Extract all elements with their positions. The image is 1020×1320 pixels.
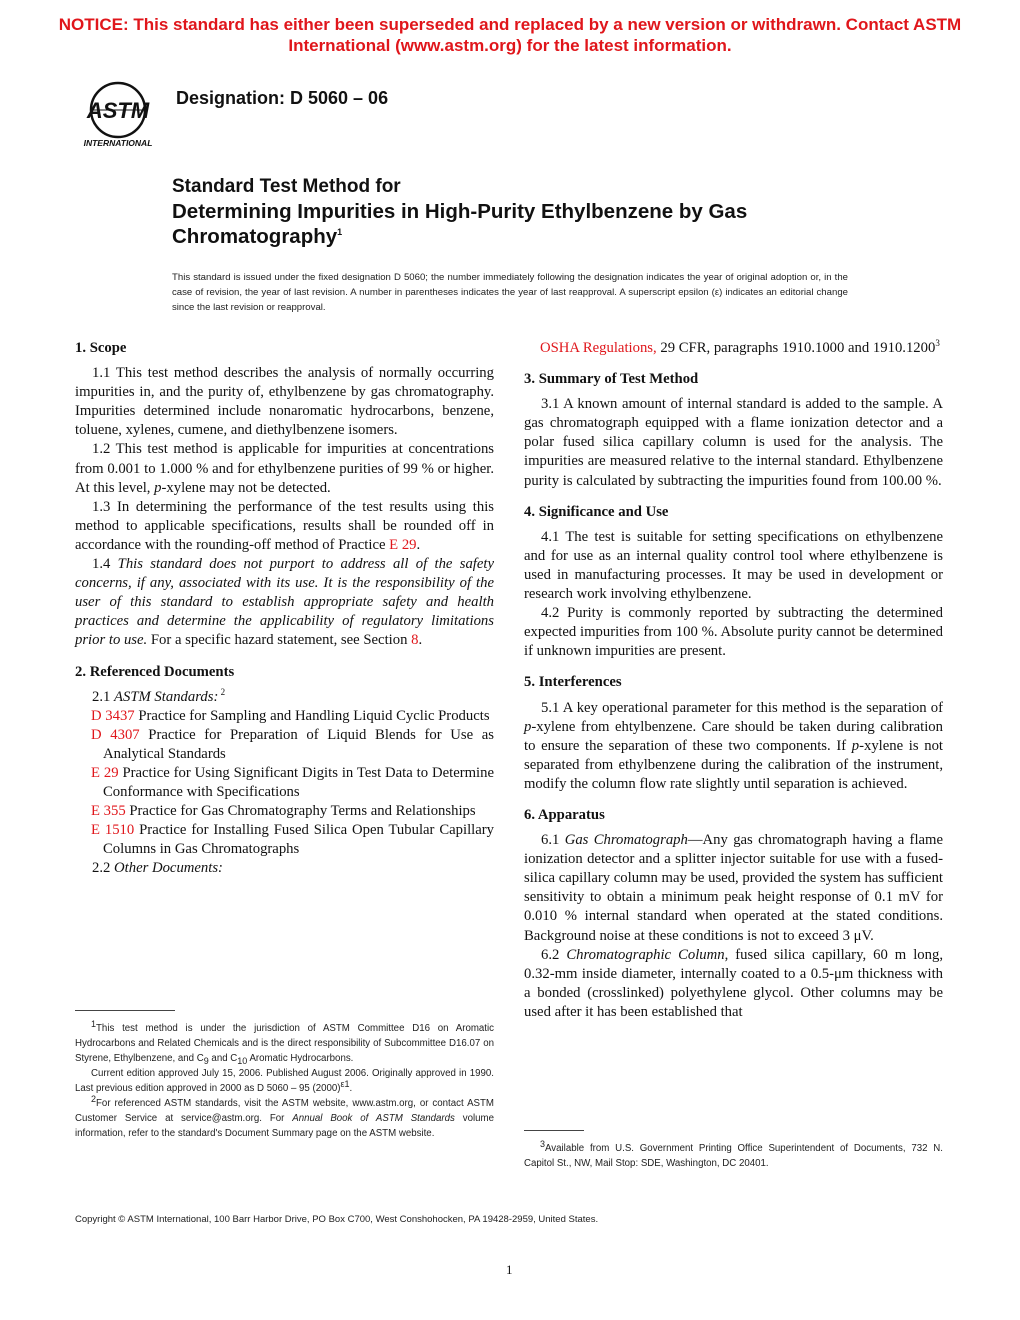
footnote-1: $^1$This test method is under the jurisdiction of ASTM Committee D16 on Aromatic Hydrocarbons and Related Chemicals and is the direct responsibility of Subcommittee D16.07 on Styrene, Ethylbenzene, and $C_9$ and $C_{10}$ Aromatic Hydrocarbons. bbox=[75, 1018, 494, 1066]
notice-line-1: NOTICE: This standard has either been superseded and replaced by a new version or withdrawn. Contact ASTM bbox=[58, 15, 962, 34]
notice-line-2: International (www.astm.org) for the latest information. bbox=[288, 36, 732, 55]
ref-item: E 29 Practice for Using Significant Digits in Test Data to Determine Conformance with Specifications bbox=[91, 764, 494, 801]
document-title bbox=[172, 175, 872, 249]
para-4-1: 4.1 The test is suitable for setting specifications on ethylbenzene and for use as an internal quality control tool where ethylbenzene is used in manufacturing processes. It may be used in development or research work involving ethylbenzene. bbox=[524, 528, 943, 603]
footnotes-left bbox=[75, 1018, 494, 1141]
link-section-8[interactable]: 8 bbox=[411, 632, 419, 649]
para-2-2: 2.2 Other Documents: bbox=[92, 860, 223, 877]
ref-link-e1510[interactable]: E 1510 bbox=[91, 822, 135, 839]
link-e29[interactable]: E 29 bbox=[389, 536, 417, 553]
section-1-heading: 1. Scope bbox=[75, 340, 127, 356]
ref-link-osha[interactable]: OSHA Regulations, bbox=[540, 340, 657, 356]
para-6-2: 6.2 Chromatographic Column, fused silica capillary, 60 m long, 0.32-mm inside diameter, internally coated to a 0.5-μm thickness with a bonded (crosslinked) polyethylene glycol. Other columns may be used after it has been established that bbox=[524, 946, 943, 1020]
ref-item: E 1510 Practice for Installing Fused Silica Open Tubular Capillary Columns in Gas Chromatographs bbox=[91, 822, 494, 858]
ref-item: E 355 Practice for Gas Chromatography Terms and Relationships bbox=[91, 803, 476, 820]
ref-item: D 3437 Practice for Sampling and Handling Liquid Cyclic Products bbox=[91, 707, 490, 724]
logo-letters: ASTM bbox=[86, 98, 150, 123]
footnote-3: $^3$Available from U.S. Government Printing Office Superintendent of Documents, 732 N. Capitol St., NW, Mail Stop: SDE, Washington, DC 20401. bbox=[524, 1138, 943, 1169]
section-2-heading: 2. Referenced Documents bbox=[75, 663, 235, 680]
title-line-3-text: Chromatography bbox=[172, 225, 338, 248]
footnote-ref-2[interactable]: 2 bbox=[218, 686, 226, 697]
para-2-1: 2.1 ASTM Standards: $^2$ bbox=[92, 686, 226, 705]
ref-item-osha: OSHA Regulations, 29 CFR, paragraphs 1910.1000 and 1910.1200$^3$ bbox=[540, 338, 940, 356]
copyright-line: Copyright © ASTM International, 100 Barr Harbor Drive, PO Box C700, West Conshohocken, PA 19428-2959, United States. bbox=[75, 1214, 599, 1225]
footnotes-right bbox=[524, 1138, 943, 1171]
title-footnote-ref[interactable]: 1 bbox=[337, 227, 343, 238]
para-4-2: 4.2 Purity is commonly reported by subtracting the determined expected impurities from 100 %. Absolute purity cannot be determined if unknown impurities are present. bbox=[524, 605, 943, 660]
astm-logo-mark bbox=[74, 78, 162, 150]
footnote-ref-3[interactable]: 3 bbox=[935, 338, 940, 349]
para-5-1: 5.1 A key operational parameter for this method is the separation of p-xylene from ehtylbenzene. Care should be taken during calibration to ensure the separation of these two components. If p-xylene is not separated from ethylbenzene during the calibration of the instrument, modify the column flow rate slightly until separation is achieved. bbox=[524, 699, 943, 792]
ref-link-e29[interactable]: E 29 bbox=[91, 764, 119, 781]
title-line-2: Determining Impurities in High-Purity Ethylbenzene by Gas bbox=[172, 200, 748, 223]
logo-caption: INTERNATIONAL bbox=[83, 138, 153, 148]
astm-logo bbox=[74, 78, 162, 150]
intro-statement: This standard is issued under the fixed designation D 5060; the number immediately following the designation indicates the year of original adoption or, in the case of revision, the year of last revision. A number in parentheses indicates the year of last reapproval. A superscript epsilon (ε) indicates an editorial change since the last revision or reapproval. bbox=[172, 272, 848, 313]
footnote-divider bbox=[524, 1130, 584, 1131]
footnote-2: $^2$For referenced ASTM standards, visit the ASTM website, www.astm.org, or contact ASTM Customer Service at service@astm.org. For Annual Book of ASTM Standards volume information, refer to the standard's Document Summary page on the ASTM website. bbox=[75, 1093, 494, 1139]
title-line-3 bbox=[172, 224, 872, 249]
para-6-1: 6.1 Gas Chromatograph—Any gas chromatograph having a flame ionization detector and a splitter injector suitable for use with a fused-silica capillary column may be used, provided the system has sufficient sensitivity to obtain a minimum peak height response of 0.1 mV for 0.010 % internal standard when operated at the stated conditions. Background noise at these conditions is not to exceed 3 μV. bbox=[524, 832, 943, 944]
section-4-heading: 4. Significance and Use bbox=[524, 503, 669, 520]
ref-link-d4307[interactable]: D 4307 bbox=[91, 726, 140, 743]
title-line-1: Standard Test Method for bbox=[172, 176, 401, 197]
page-number: 1 bbox=[506, 1262, 513, 1277]
para-1-1: 1.1 This test method describes the analysis of normally occurring impurities in, and the purity of, ethylbenzene by gas chromatography. Impurities determined include nonaromatic hydrocarbons, benzene, toluene, xylenes, cumene, and diethylbenzene isomers. bbox=[75, 365, 494, 439]
section-5-heading: 5. Interferences bbox=[524, 674, 622, 691]
para-1-3: 1.3 In determining the performance of the test results using this method to applicable specifications, results shall be rounded off in accordance with the rounding-off method of Practice E 29. bbox=[75, 498, 494, 553]
section-6-heading: 6. Apparatus bbox=[524, 806, 605, 823]
para-3-1: 3.1 A known amount of internal standard is added to the sample. A gas chromatograph equipped with a flame ionization detector and a polar fused silica capillary column is used for the analysis. The impurities are measured relative to the internal standard. Ethylbenzene purity is calculated by subtracting the impurities found from 100.00 %. bbox=[524, 396, 943, 489]
ref-item: D 4307 Practice for Preparation of Liquid Blends for Use as Analytical Standards bbox=[91, 726, 495, 762]
ref-link-d3437[interactable]: D 3437 bbox=[91, 707, 135, 724]
para-1-4: 1.4 This standard does not purport to address all of the safety concerns, if any, associated with its use. It is the responsibility of the user of this standard to establish appropriate safety and health practices and determine the applicability of regulatory limitations prior to use. For a specific hazard statement, see Section 8. bbox=[75, 556, 495, 649]
para-1-2: 1.2 This test method is applicable for impurities at concentrations from 0.001 to 1.000 % and for ethylbenzene purities of 99 % or higher. At this level, p-xylene may not be detected. bbox=[75, 441, 494, 496]
footnote-1-edition: Current edition approved July 15, 2006. Published August 2006. Originally approved in 1990. Last previous edition approved in 2000 as D 5060 – 95 $(2000)^{\varepsilon 1}$. bbox=[75, 1068, 494, 1094]
withdrawal-notice bbox=[0, 14, 1020, 56]
section-3-heading: 3. Summary of Test Method bbox=[524, 371, 699, 388]
ref-link-e355[interactable]: E 355 bbox=[91, 803, 126, 820]
right-column bbox=[524, 339, 943, 1022]
footnote-divider bbox=[75, 1010, 175, 1011]
left-column bbox=[75, 339, 494, 879]
designation: Designation: D 5060 – 06 bbox=[176, 88, 389, 108]
